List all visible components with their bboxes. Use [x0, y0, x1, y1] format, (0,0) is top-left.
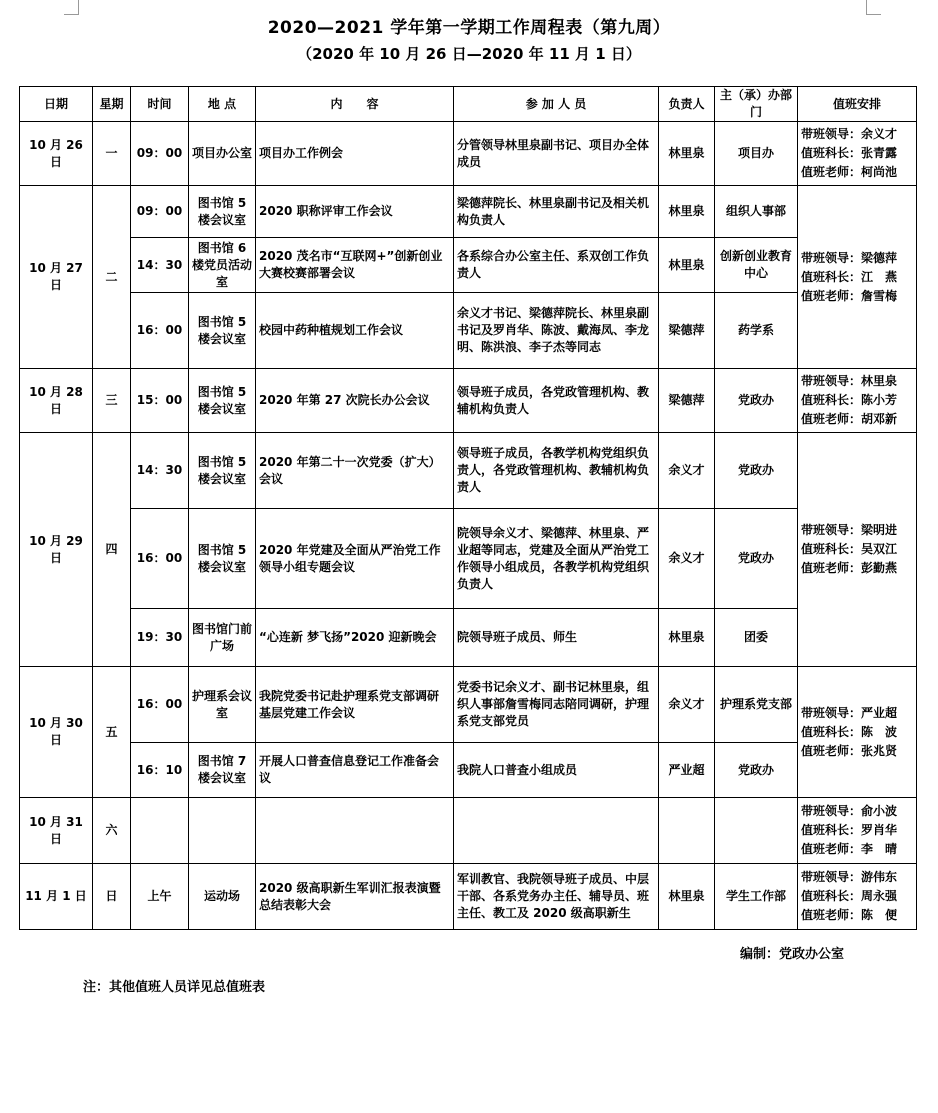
- table-row: [20, 293, 917, 369]
- place-cell: 图书馆 6 楼党员活动室: [189, 238, 256, 293]
- time-cell: 19：30: [131, 609, 189, 667]
- dept-cell: 党政办: [715, 433, 798, 509]
- content-cell: 我院党委书记赴护理系党支部调研基层党建工作会议: [256, 667, 454, 743]
- content-cell: 校园中药种植规划工作会议: [256, 293, 454, 369]
- place-cell: 图书馆 5 楼会议室: [189, 433, 256, 509]
- time-cell: 16：00: [131, 667, 189, 743]
- dept-cell: 药学系: [715, 293, 798, 369]
- place-cell: 图书馆门前广场: [189, 609, 256, 667]
- header-participants: 参 加 人 员: [454, 87, 659, 122]
- date-cell: 10 月 26 日: [20, 122, 93, 186]
- content-cell: 2020 年第 27 次院长办公会议: [256, 369, 454, 433]
- content-cell: 2020 级高职新生军训汇报表演暨总结表彰大会: [256, 864, 454, 930]
- participants-cell: 分管领导林里泉副书记、项目办全体成员: [454, 122, 659, 186]
- dept-cell: 党政办: [715, 369, 798, 433]
- page-subtitle: （2020 年 10 月 26 日—2020 年 11 月 1 日）: [297, 45, 641, 63]
- weekday-cell: 一: [93, 122, 131, 186]
- table-row: [20, 667, 917, 743]
- schedule-table: [19, 86, 917, 930]
- table-header-row: [20, 87, 917, 122]
- participants-cell: 梁德萍院长、林里泉副书记及相关机构负责人: [454, 186, 659, 238]
- weekday-cell: 三: [93, 369, 131, 433]
- content-cell: 2020 职称评审工作会议: [256, 186, 454, 238]
- participants-cell: 我院人口普查小组成员: [454, 743, 659, 798]
- duty-line: 带班领导：梁明进: [801, 523, 898, 537]
- content-cell: “心连新 梦飞扬”2020 迎新晚会: [256, 609, 454, 667]
- table-row: [20, 743, 917, 798]
- weekday-cell: 日: [93, 864, 131, 930]
- dept-cell: 党政办: [715, 509, 798, 609]
- participants-cell: 领导班子成员，各党政管理机构、教辅机构负责人: [454, 369, 659, 433]
- participants-cell: 党委书记余义才、副书记林里泉，组织人事部詹雪梅同志陪同调研，护理系党支部党员: [454, 667, 659, 743]
- table-row: [20, 186, 917, 238]
- duty-line: 值班科长：吴双江: [801, 542, 898, 556]
- duty-line: 带班领导：余义才: [801, 127, 898, 141]
- content-cell: 项目办工作例会: [256, 122, 454, 186]
- time-cell: 16：00: [131, 293, 189, 369]
- duty-line: 带班领导：游伟东: [801, 870, 898, 884]
- header-place: 地 点: [189, 87, 256, 122]
- duty-line: 值班老师：张兆贤: [801, 743, 898, 758]
- header-time: 时间: [131, 87, 189, 122]
- time-cell: 09：00: [131, 186, 189, 238]
- dept-cell: 党政办: [715, 743, 798, 798]
- table-row: [20, 509, 917, 609]
- duty-line: 带班领导：林里泉: [801, 374, 898, 388]
- place-cell: 图书馆 5 楼会议室: [189, 186, 256, 238]
- leader-cell: 林里泉: [659, 186, 715, 238]
- content-cell: [256, 798, 454, 864]
- duty-line: 值班科长：江 燕: [801, 269, 898, 284]
- time-cell: 16：10: [131, 743, 189, 798]
- content-cell: 开展人口普查信息登记工作准备会议: [256, 743, 454, 798]
- participants-cell: 各系综合办公室主任、系双创工作负责人: [454, 238, 659, 293]
- duty-line: 值班老师：詹雪梅: [801, 288, 898, 303]
- date-cell: 10 月 27 日: [20, 186, 93, 369]
- leader-cell: 余义才: [659, 667, 715, 743]
- leader-cell: 梁德萍: [659, 293, 715, 369]
- duty-line: 值班老师：柯尚池: [801, 165, 898, 179]
- dept-cell: 学生工作部: [715, 864, 798, 930]
- duty-cell: [798, 864, 917, 930]
- table-row: [20, 238, 917, 293]
- content-cell: 2020 茂名市“互联网+”创新创业大赛校赛部署会议: [256, 238, 454, 293]
- content-cell: 2020 年第二十一次党委（扩大）会议: [256, 433, 454, 509]
- duty-line: 带班领导：梁德萍: [801, 250, 898, 265]
- place-cell: 图书馆 7 楼会议室: [189, 743, 256, 798]
- participants-cell: 院领导班子成员、师生: [454, 609, 659, 667]
- header-leader: 负责人: [659, 87, 715, 122]
- dept-cell: 项目办: [715, 122, 798, 186]
- place-cell: [189, 798, 256, 864]
- duty-line: 值班老师：陈 便: [801, 908, 898, 922]
- duty-line: 带班领导：俞小波: [801, 804, 898, 818]
- weekday-cell: 四: [93, 433, 131, 667]
- dept-cell: 团委: [715, 609, 798, 667]
- duty-cell: [798, 433, 917, 667]
- editor-credit: 编制：党政办公室: [740, 947, 845, 962]
- header-date: 日期: [20, 87, 93, 122]
- date-cell: 10 月 29 日: [20, 433, 93, 667]
- duty-cell: [798, 667, 917, 798]
- date-cell: 11 月 1 日: [20, 864, 93, 930]
- duty-line: 值班老师：胡邓新: [801, 412, 898, 426]
- footnote: 注：其他值班人员详见总值班表: [83, 980, 266, 995]
- duty-line: 值班科长：张青露: [801, 146, 898, 160]
- header-dept: 主（承）办部 门: [715, 87, 798, 122]
- duty-line: 带班领导：严业超: [801, 705, 898, 720]
- dept-cell: [715, 798, 798, 864]
- table-row: [20, 798, 917, 864]
- leader-cell: 林里泉: [659, 238, 715, 293]
- dept-cell: 创新创业教育中心: [715, 238, 798, 293]
- place-cell: 图书馆 5 楼会议室: [189, 509, 256, 609]
- page-title: 2020—2021 学年第一学期工作周程表（第九周）: [267, 18, 671, 38]
- leader-cell: 余义才: [659, 509, 715, 609]
- duty-line: 值班科长：周永强: [801, 889, 898, 903]
- time-cell: 14：30: [131, 433, 189, 509]
- duty-cell: [798, 122, 917, 186]
- place-cell: 运动场: [189, 864, 256, 930]
- date-cell: 10 月 28 日: [20, 369, 93, 433]
- duty-line: 值班科长：罗肖华: [801, 823, 898, 837]
- time-cell: [131, 798, 189, 864]
- participants-cell: 军训教官、我院领导班子成员、中层干部、各系党务办主任、辅导员、班主任、教工及 2020 级高职新生: [454, 864, 659, 930]
- duty-cell: [798, 798, 917, 864]
- leader-cell: 严业超: [659, 743, 715, 798]
- place-cell: 护理系会议室: [189, 667, 256, 743]
- duty-line: 值班老师：彭勤燕: [801, 561, 898, 575]
- header-weekday: 星期: [93, 87, 131, 122]
- leader-cell: [659, 798, 715, 864]
- weekday-cell: 五: [93, 667, 131, 798]
- table-row: [20, 864, 917, 930]
- duty-cell: [798, 186, 917, 369]
- table-row: [20, 433, 917, 509]
- time-cell: 15：00: [131, 369, 189, 433]
- weekday-cell: 二: [93, 186, 131, 369]
- header-content: 内 容: [256, 87, 454, 122]
- duty-line: 值班科长：陈 波: [801, 724, 898, 739]
- duty-cell: [798, 369, 917, 433]
- participants-cell: 院领导余义才、梁德萍、林里泉、严业超等同志，党建及全面从严治党工作领导小组成员，各教学机构党组织负责人: [454, 509, 659, 609]
- date-cell: 10 月 30 日: [20, 667, 93, 798]
- participants-cell: [454, 798, 659, 864]
- time-cell: 16：00: [131, 509, 189, 609]
- place-cell: 项目办公室: [189, 122, 256, 186]
- content-cell: 2020 年党建及全面从严治党工作领导小组专题会议: [256, 509, 454, 609]
- table-row: [20, 122, 917, 186]
- table-row: [20, 609, 917, 667]
- leader-cell: 梁德萍: [659, 369, 715, 433]
- date-cell: 10 月 31 日: [20, 798, 93, 864]
- time-cell: 14：30: [131, 238, 189, 293]
- place-cell: 图书馆 5 楼会议室: [189, 293, 256, 369]
- leader-cell: 林里泉: [659, 864, 715, 930]
- duty-line: 值班老师：李 晴: [801, 842, 898, 856]
- participants-cell: 余义才书记、梁德萍院长、林里泉副书记及罗肖华、陈波、戴海凤、李龙明、陈洪浪、李子杰等同志: [454, 293, 659, 369]
- duty-line: 值班科长：陈小芳: [801, 393, 898, 407]
- leader-cell: 林里泉: [659, 122, 715, 186]
- table-row: [20, 369, 917, 433]
- dept-cell: 组织人事部: [715, 186, 798, 238]
- leader-cell: 林里泉: [659, 609, 715, 667]
- participants-cell: 领导班子成员，各教学机构党组织负责人，各党政管理机构、教辅机构负责人: [454, 433, 659, 509]
- place-cell: 图书馆 5 楼会议室: [189, 369, 256, 433]
- weekday-cell: 六: [93, 798, 131, 864]
- time-cell: 09：00: [131, 122, 189, 186]
- time-cell: 上午: [131, 864, 189, 930]
- leader-cell: 余义才: [659, 433, 715, 509]
- header-duty: 值班安排: [798, 87, 917, 122]
- dept-cell: 护理系党支部: [715, 667, 798, 743]
